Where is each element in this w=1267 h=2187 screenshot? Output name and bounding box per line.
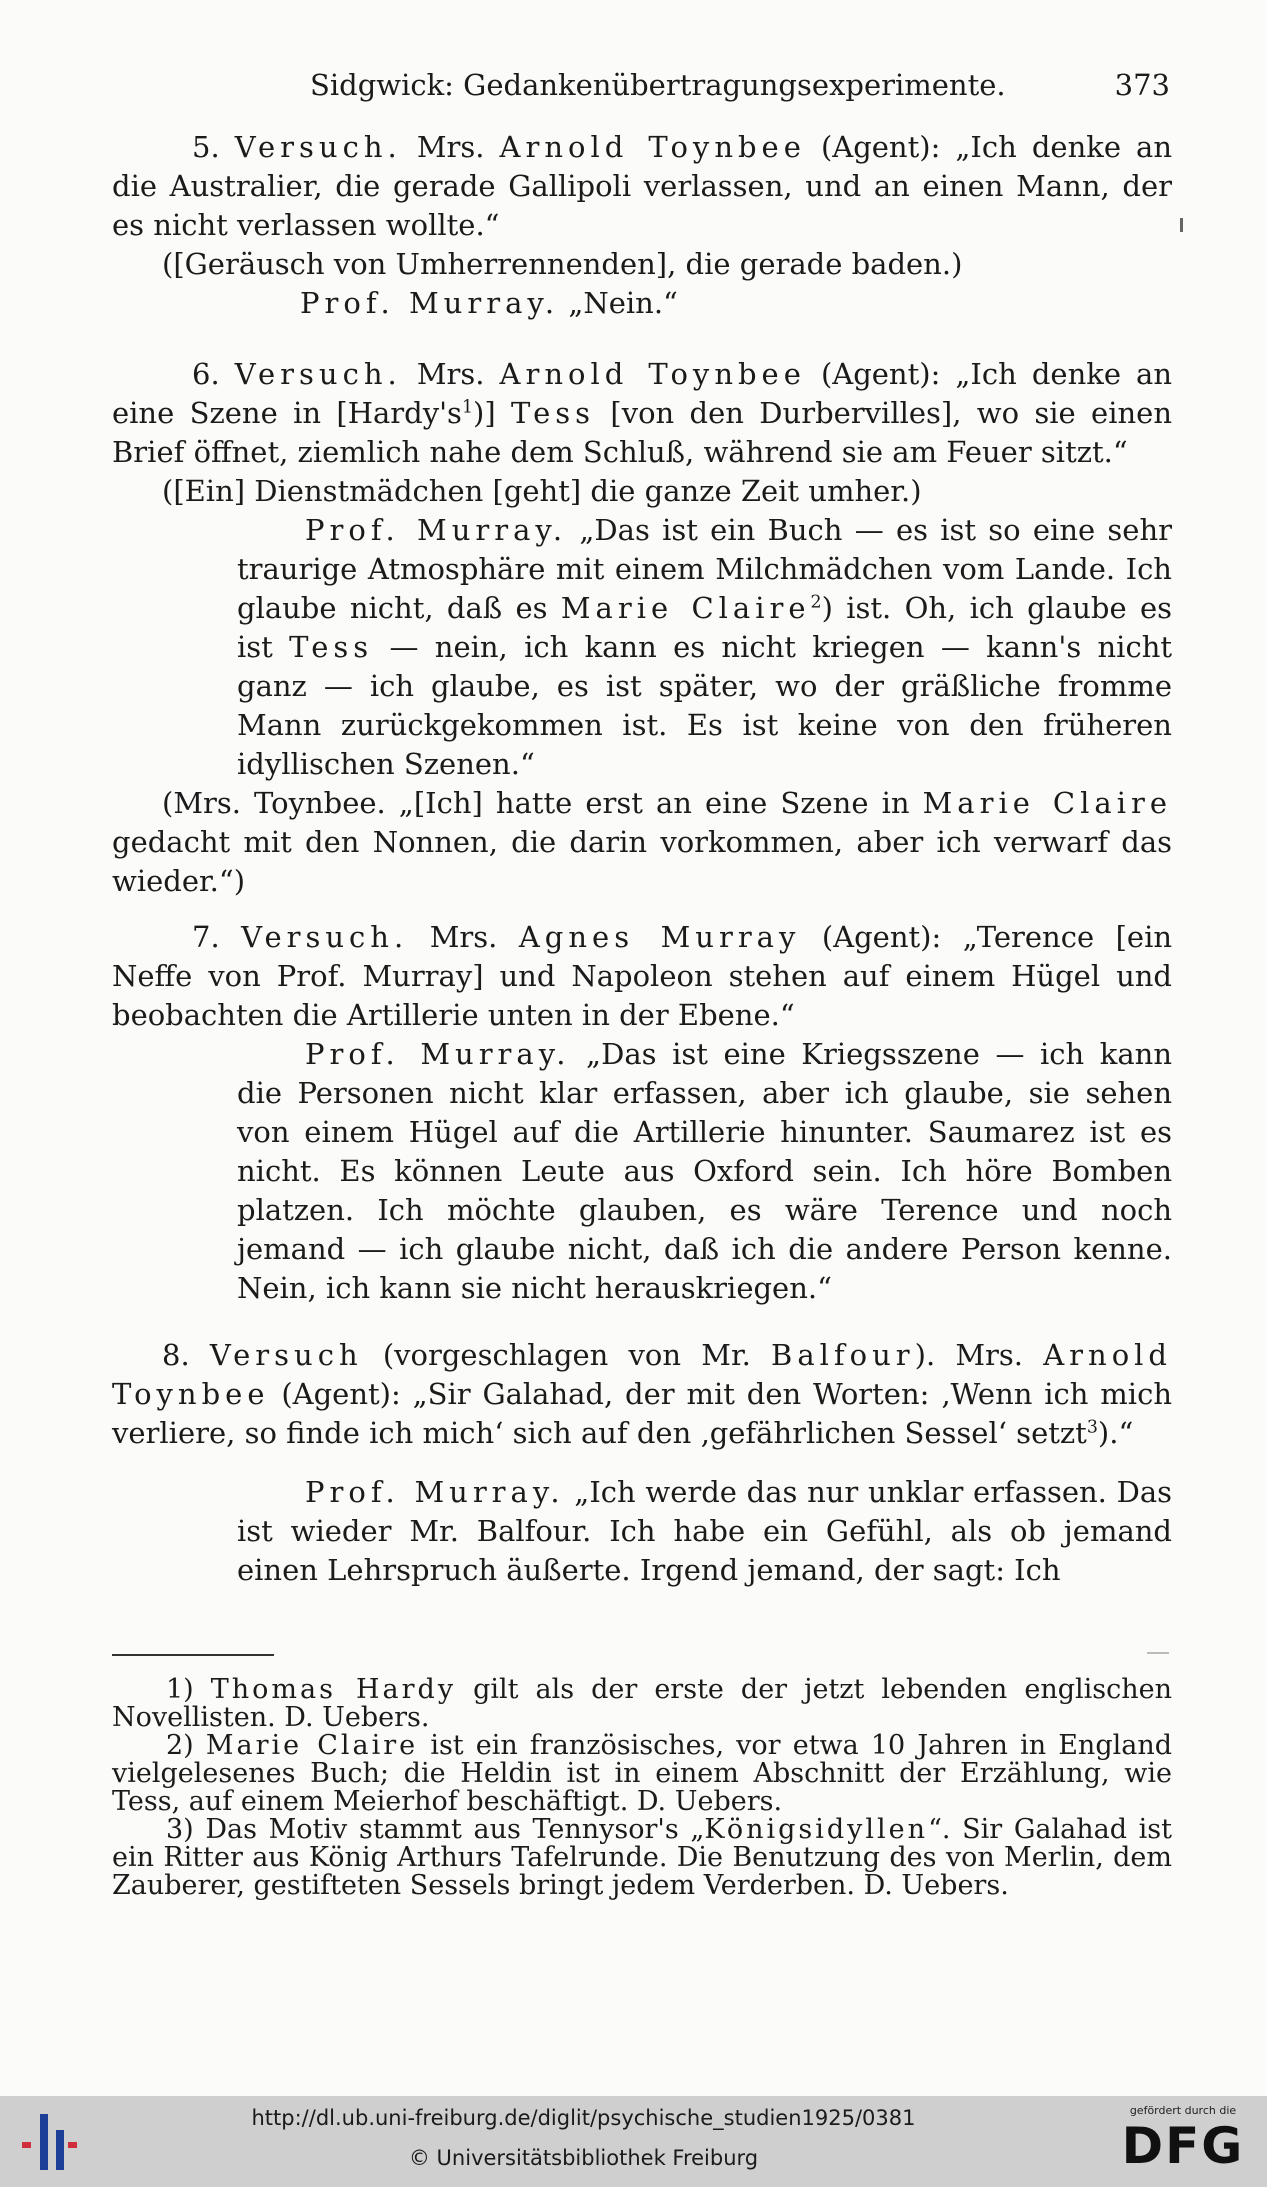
experiment-6-statement: 6. Versuch. Mrs. Arnold Toynbee (Agent): „Ich denke an eine Szene in $[Hardy's^1)$] Tess [von den Durbervilles], wo sie einen Brief öffnet, ziemlich nahe dem Schluß, während sie am Feuer sitzt.“ <box>112 357 1173 469</box>
running-header <box>310 62 1170 108</box>
experiment-8-statement: 8. Versuch (vorgeschlagen von Mr. Balfour). Mrs. Arnold Toynbee (Agent): „Sir Galahad, der mit den Worten: ‚Wenn ich mich verliere, so finde ich mich‘ sich auf den ‚gefährlichen Sessel‘ setzt$^3$).“ <box>112 1338 1172 1450</box>
experiment-7-reply: Prof. Murray. „Das ist eine Kriegsszene — ich kann die Personen nicht klar erfassen, aber ich glaube, sie sehen von einem Hügel auf die Artillerie hinunter. Saumarez ist es nicht. Es können Leute aus Oxford sein. Ich höre Bomben platzen. Ich möchte glauben, es wäre Terence und noch jemand — ich glaube nicht, daß ich die andere Person kenne. Nein, ich kann sie nicht herauskriegen.“ <box>237 1037 1173 1305</box>
experiment-7-statement: 7. Versuch. Mrs. Agnes Murray (Agent): „Terence [ein Neffe von Prof. Murray] und Napoleon stehen auf einem Hügel und beobachten die Artillerie unten in der Ebene.“ <box>112 920 1173 1032</box>
dfg-wordmark: DFG <box>1121 2117 1245 2175</box>
experiment-6-reply: Prof. Murray. „Das ist ein Buch — es ist so eine sehr traurige Atmosphäre mit einem Milchmädchen vom Lande. Ich glaube nicht, daß es Marie Claire$^2$) ist. Oh, ich glaube es ist Tess — nein, ich kann es nicht kriegen — kann's nicht ganz — ich glaube, es ist später, wo der gräßliche fromme Mann zurückgekommen ist. Es ist keine von den früheren idyllischen Szenen.“ <box>237 513 1173 781</box>
experiment-6-note: ([Ein] Dienstmädchen [geht] die ganze Zeit umher.) <box>162 474 922 508</box>
copyright-notice: © Universitätsbibliothek Freiburg <box>408 2146 759 2170</box>
footnotes <box>112 1676 1172 1900</box>
experiment-7 <box>112 918 1172 1308</box>
library-footer <box>0 2096 1267 2187</box>
library-logo-icon <box>18 2108 78 2174</box>
permalink-url[interactable]: http://dl.ub.uni-freiburg.de/diglit/psychische_studien1925/0381 <box>251 2106 916 2130</box>
experiment-5-statement: 5. Versuch. Mrs. Arnold Toynbee (Agent): „Ich denke an die Australier, die gerade Gallipoli verlassen, und an einen Mann, der es nicht verlassen wollte.“ <box>112 130 1173 242</box>
margin-mark <box>1180 218 1183 232</box>
running-title: Sidgwick: Gedankenübertragungsexperimente. <box>310 68 1006 102</box>
experiment-6 <box>112 355 1172 901</box>
margin-rule <box>1147 1652 1169 1654</box>
experiment-5-note: ([Geräusch von Umherrennenden], die gerade baden.) <box>162 247 963 281</box>
dfg-logo <box>1113 2104 1253 2180</box>
footnote-1: 1) Thomas Hardy gilt als der erste der jetzt lebenden englischen Novellisten. D. Uebers. <box>112 1674 1172 1733</box>
footnote-rule <box>112 1654 274 1656</box>
experiment-5 <box>112 128 1172 323</box>
footnote-2: 2) Marie Claire ist ein französisches, vor etwa 10 Jahren in England vielgelesenes Buch; die Heldin ist in einem Abschnitt der Erzählung, wie Tess, auf einem Meierhof beschäftigt. D. Uebers. <box>112 1730 1173 1817</box>
experiment-8-reply: Prof. Murray. „Ich werde das nur unklar erfassen. Das ist wieder Mr. Balfour. Ich habe ein Gefühl, als ob jemand einen Lehrspruch äußerte. Irgend jemand, der sagt: Ich <box>237 1475 1173 1587</box>
dfg-caption: gefördert durch die <box>1129 2104 1237 2117</box>
footnote-3: 3) Das Motiv stammt aus Tennysor's „Königsidyllen“. Sir Galahad ist ein Ritter aus König Arthurs Tafelrunde. Die Benutzung des von Merlin, dem Zauberer, gestifteten Sessels bringt jedem Verderben. D. Uebers. <box>112 1814 1172 1901</box>
experiment-8 <box>112 1336 1172 1590</box>
page-number: 373 <box>1114 68 1170 102</box>
experiment-5-reply: Prof. Murray. „Nein.“ <box>300 286 678 320</box>
experiment-6-remark: (Mrs. Toynbee. „[Ich] hatte erst an eine Szene in Marie Claire gedacht mit den Nonnen, die darin vorkommen, aber ich verwarf das wieder.“) <box>112 786 1172 898</box>
